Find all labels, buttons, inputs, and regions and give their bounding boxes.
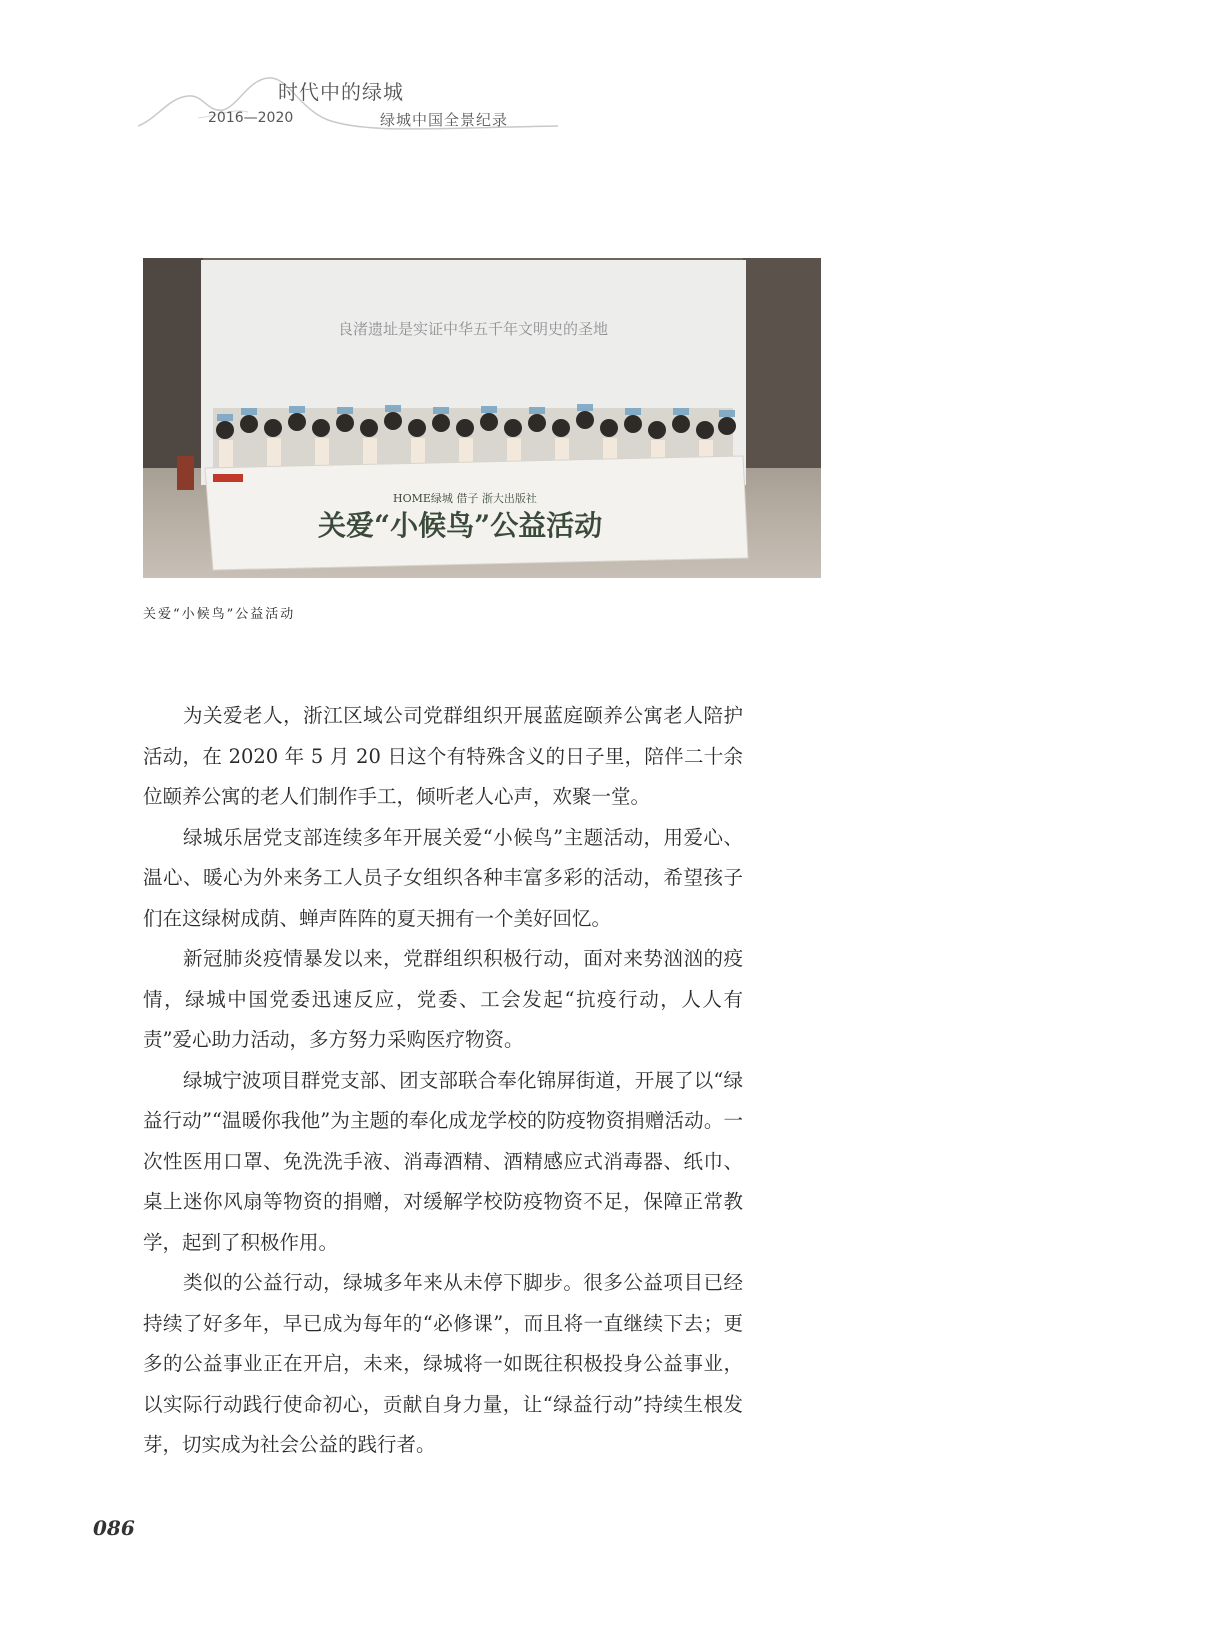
paragraph: 新冠肺炎疫情暴发以来，党群组织积极行动，面对来势汹汹的疫情，绿城中国党委迅速反应，党委、工会发起“抗疫行动，人人有责”爱心助力活动，多方努力采购医疗物资。	[143, 947, 743, 1051]
article-body	[143, 696, 743, 1466]
running-header	[138, 68, 558, 138]
paragraph: 绿城宁波项目群党支部、团支部联合奉化锦屏街道，开展了以“绿益行动”“温暖你我他”为主题的奉化成龙学校的防疫物资捐赠活动。一次性医用口罩、免洗洗手液、消毒酒精、酒精感应式消毒器、纸巾、桌上迷你风扇等物资的捐赠，对缓解学校防疫物资不足，保障正常教学，起到了积极作用。	[143, 1068, 743, 1254]
year-range: 2016—2020	[208, 110, 294, 126]
banner-slogan: 关爱“小候鸟”公益活动	[318, 509, 603, 542]
book-subtitle: 绿城中国全景纪录	[380, 111, 509, 129]
wall-inscription: 良渚遗址是实证中华五千年文明史的圣地	[337, 320, 609, 338]
book-title: 时代中的绿城	[278, 80, 404, 104]
paragraph: 绿城乐居党支部连续多年开展关爱“小候鸟”主题活动，用爱心、温心、暖心为外来务工人员子女组织各种丰富多彩的活动，希望孩子们在这绿树成荫、蝉声阵阵的夏天拥有一个美好回忆。	[143, 825, 743, 930]
paragraph: 为关爱老人，浙江区域公司党群组织开展蓝庭颐养公寓老人陪护活动，在 2020 年 5 月 20 日这个有特殊含义的日子里，陪伴二十余位颐养公寓的老人们制作手工，倾听老人心声，欢聚一堂。	[143, 704, 743, 808]
group-photo-illustration	[143, 258, 821, 578]
banner-sponsors: HOME绿城 借子 浙大出版社	[393, 492, 537, 505]
photo-caption: 关爱“小候鸟”公益活动	[143, 607, 296, 622]
page-number: 086	[93, 1516, 135, 1540]
paragraph: 类似的公益行动，绿城多年来从未停下脚步。很多公益项目已经持续了好多年，早已成为每年的“必修课”，而且将一直继续下去；更多的公益事业正在开启，未来，绿城将一如既往积极投身公益事业，以实际行动践行使命初心，贡献自身力量，让“绿益行动”持续生根发芽，切实成为社会公益的践行者。	[143, 1271, 743, 1456]
event-photo	[143, 258, 821, 578]
